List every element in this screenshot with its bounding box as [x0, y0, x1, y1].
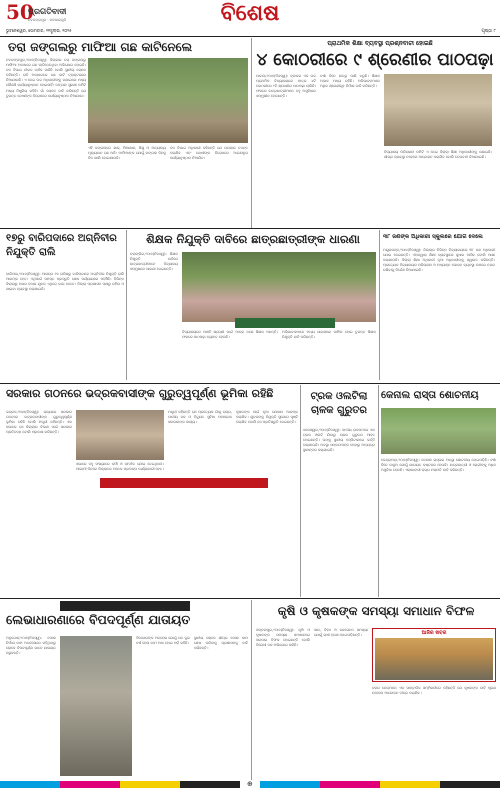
dateline: ଭୁବନେଶ୍ୱର, ସୋମବାର, ୨୧ଜୁଲାଇ, ୨୦୨୫ — [6, 28, 72, 33]
article-teacher-col2: ବିଦ୍ୟାଳୟରେ ପାଞ୍ଚଟି ଶ୍ରେଣୀ ପାଇଁ ମାତ୍ର ଜଣେ ଶିକ୍ଷକ ଅଛନ୍ତି। ଫଳରେ ପାଠପଢ଼ା ବ୍ୟାହତ ହେଉଛି। — [182, 330, 278, 340]
divider-v1 — [251, 38, 252, 228]
headline-farmers: କୃଷି ଓ କୃଷକଙ୍କ ସମସ୍ୟା ସମାଧାନ ବିଫଳ — [277, 604, 475, 618]
bridge-photo — [60, 636, 132, 776]
canal-photo — [381, 408, 496, 454]
farmers-box — [372, 628, 496, 682]
article-forest-col2: ଏହି ଜଙ୍ଗଲରେ ଶାଳ, ପିଆଶାଳ, ଶିଶୁ ଓ ଅନ୍ୟାନ୍ୟ ମୂଲ୍ୟବାନ ଗଛ ଅଛି। ମାଫିଆଙ୍କ ଯୋଗୁଁ ଜଙ୍ଗଲ ଦିନକୁ ଦିନ ଖାଲି ହୋଇଯାଉଛି। — [88, 146, 166, 161]
article-farmers-col2: ସାର, ବିହନ ଓ ଜଳସେଚନ ସମସ୍ୟା ଯୋଗୁଁ ଚାଷୀ ହତାଶ ହୋଇପଡ଼ିଛନ୍ତି। — [314, 628, 368, 638]
logo-subtitle: ନବରଙ୍ଗପୁର · ଜଳପାଇଗୁଡି — [28, 18, 66, 22]
article-farmers-col1: ସମ୍ବଲପୁର,୨୦ା୭(ନିଜସ୍ୱ): କୃଷି ଓ କୃଷକଙ୍କ ସମସ୍ୟା ସମାଧାନରେ ସରକାର ବିଫଳ ହୋଇଛନ୍ତି ବୋଲି ବିରୋଧୀ ଦଳ ଅଭିଯୋଗ କରିଛି। — [256, 628, 310, 648]
page-number: ପୃଷ୍ଠା ୮ — [481, 29, 496, 34]
divider-v3 — [379, 230, 380, 380]
article-truck: ଜଳେଶ୍ୱର,୨୦ା୭(ନିଜସ୍ୱ): ଜାତୀୟ ରାଜପଥରେ ଏକ ଟ୍ରକ ଓଲଟି ଯିବାରୁ ଚାଳକ ଗୁରୁତର ଆହତ ହୋଇଛନ୍ତି। ତାଙ୍କୁ ସ୍ଥାନୀୟ ହସ୍ପିଟାଲରେ ଭର୍ତ୍ତି କରାଯାଇଛି। ଅବସ୍ଥା ସଙ୍କଟାପନ୍ନ ହେବାରୁ ଅନ୍ୟତ୍ର ସ୍ଥାନାନ୍ତର କରାଯାଇଛି। — [303, 428, 375, 453]
article-farmers-col3: ଦଳର ନେତାମାନେ ଏକ ସାମ୍ବାଦିକ ସମ୍ମିଳନୀରେ କହିଛନ୍ତି ଯେ କୃଷକଙ୍କ ଦାବି ପୂରଣ ନହେଲେ ଆନ୍ଦୋଳନ ତୀବ୍ର କରାଯିବ। — [372, 686, 496, 696]
article-forest-col1: ନବରଙ୍ଗପୁର,୨୦ା୭(ନିଜସ୍ୱ): ଜିଲ୍ଲାର ତରା ଜଙ୍ଗଲରୁ ମାଫିଆ ଅବାଧରେ ଗଛ କାଟିନେଉଥିବା ଅଭିଯୋଗ ହୋଇଛି। ବନ ବିଭାଗ ନୀରବ ଦର୍ଶକ ସାଜିଛି ବୋଲି ସ୍ଥାନୀୟ ଲୋକେ କହିଛନ୍ତି। ରାତି ଅନ୍ଧାରରେ ଗଛ କାଟି ଟ୍ରାକ୍ଟରରେ ନିଆଯାଉଛି। ଏ ନେଇ ଉଚ୍ଚ ଅଧିକାରୀଙ୍କୁ ଜଣାଇଲେ ମଧ୍ୟ କୌଣସି କାର୍ଯ୍ୟାନୁଷ୍ଠାନ ହୋଇନାହିଁ। ଜଙ୍ଗଲ ସୁରକ୍ଷା କମିଟି ମଧ୍ୟ ନିଷ୍କ୍ରିୟ ରହିଛି। ଗାଁ ଲୋକେ ଦାବି କରିଛନ୍ତି ଯେ ତୁରନ୍ତ ଦୋଷୀଙ୍କ ବିରୋଧରେ କାର୍ଯ୍ୟାନୁଷ୍ଠାନ ନିଆଯାଉ। — [6, 58, 86, 98]
farmers-photo — [375, 638, 493, 680]
article-school-col3: ବିଦ୍ୟାଳୟ ପରିଚାଳନା କମିଟି ଏ ନେଇ ଜିଲ୍ଲା ଶିକ୍ଷା ଅଧିକାରୀଙ୍କୁ ଜଣାଇଛି। ଶୀଘ୍ର ବ୍ୟବସ୍ଥା ନହେଲେ ଆନ୍ଦୋଳନ କରାଯିବ ବୋଲି ଚେତାବନୀ ଦିଆଯାଇଛି। — [384, 150, 492, 160]
article-bhadrak-col3: ମନ୍ତ୍ରୀ କହିଛନ୍ତି ଯେ ପ୍ରତ୍ୟେକ ଗାଁକୁ ରାସ୍ତା, ପାନୀୟ ଜଳ ଓ ବିଦ୍ୟୁତ ସୁବିଧା ପହଞ୍ଚାଇବା ସରକାରଙ୍କ ଲକ୍ଷ୍ୟ। — [168, 410, 232, 425]
article-bhadrak-col2: ସଭାରେ ବହୁ ସଂଖ୍ୟାରେ କର୍ମୀ ଓ ସମର୍ଥକ ଯୋଗ ଦେଇଥିଲେ। ଆଗାମୀ ଦିନରେ ଜିଲ୍ଲାରେ ଅନେକ ପ୍ରକଳ୍ପ କାର୍ଯ୍ୟକାରୀ ହେବ। — [76, 462, 164, 472]
rule-row2 — [0, 383, 500, 384]
article-teacher-col1: ବଲାଙ୍ଗିର,୨୦ା୭(ନିଜସ୍ୱ): ଶିକ୍ଷକ ନିଯୁକ୍ତି ଦାବିରେ ଛାତ୍ରଛାତ୍ରୀମାନେ ବିଦ୍ୟାଳୟ ସମ୍ମୁଖରେ ଧାରଣା ଦେଇଛନ୍ତି। — [130, 252, 178, 272]
article-school-col2: ବର୍ଷା ଦିନେ ଛାତରୁ ପାଣି ଝରୁଛି। ଶିକ୍ଷକ ଅଭାବ ମଧ୍ୟ ରହିଛି। ଅଭିଭାବକମାନେ ଅଧିକ ଶ୍ରେଣୀଗୃହ ନିର୍ମାଣ ଦାବି କରିଛନ୍ତି। — [320, 74, 380, 89]
logo — [6, 3, 66, 25]
teacher-photo — [182, 252, 376, 322]
bhadrak-photo — [76, 410, 164, 460]
headline-officers: ୩୮ ଜଣଙ୍କ ଅଧିକାରୀ ସ୍କୁଲରେ ଯୋଗ ଦେଲେ — [383, 234, 483, 240]
logo-number: 50 — [6, 3, 34, 24]
rule-row1 — [0, 228, 500, 229]
divider-v4 — [300, 385, 301, 597]
article-teacher-col3: ଅଭିଭାବକମାନେ ମଧ୍ୟ ଧାରଣାରେ ସାମିଲ ହୋଇ ତୁରନ୍ତ ଶିକ୍ଷକ ନିଯୁକ୍ତି ଦାବି କରିଛନ୍ତି। — [282, 330, 376, 340]
bridge-kicker — [60, 601, 190, 611]
logo-text: ପ୍ରଗତିବାଦୀ — [28, 7, 66, 16]
article-forest-col3: ବନ ବିଭାଗ ଅଧିକାରୀ କହିଛନ୍ତି ଯେ ଘଟଣାର ତଦନ୍ତ କରାଯିବ ଏବଂ ଦୋଷୀଙ୍କ ବିରୋଧରେ ଆଇନାନୁଗ କାର୍ଯ୍ୟାନୁଷ୍ଠାନ ନିଆଯିବ। — [170, 146, 248, 161]
registration-mark-icon: ⊕ — [247, 780, 253, 788]
article-bridge-col3: ସ୍ଥାନୀୟ ଲୋକେ ଶୀଘ୍ର ପୋଲ କାମ ଶେଷ କରିବାକୁ ପ୍ରଶାସନକୁ ଦାବି କରିଛନ୍ତି। — [194, 636, 248, 651]
school-photo — [384, 74, 492, 146]
teacher-caption — [235, 318, 335, 328]
headline-bhadrak: ସରକାର ଗଠନରେ ଭଦ୍ରକବାସୀଙ୍କ ଗୁରୁତ୍ୱପୂର୍ଣ୍ଣ ଭୂମିକା ରହିଛି — [6, 387, 274, 400]
rule-row3 — [0, 598, 500, 599]
article-bridge-col1: ଅନୁଗୋଳ,୨୦ା୭(ନିଜସ୍ୱ): ପୋଲ ନିର୍ମାଣ କାମ ଅବହେଳାରେ ରହିଥିବାରୁ ଲୋକେ ବିପଦପୂର୍ଣ୍ଣ ଭାବେ ଯାତାୟତ କରୁଛନ୍ତି। — [6, 636, 56, 656]
article-school-col1: ପାଟଣା,୨୦ା୭(ନିଜସ୍ୱ): ବ୍ଲକର ଏକ ଉଚ୍ଚ ପ୍ରାଥମିକ ବିଦ୍ୟାଳୟରେ ମାତ୍ର ୪ଟି କୋଠରୀରେ ୯ଟି ଶ୍ରେଣୀର ପାଠପଢ଼ା ଚାଲିଛି। ଫଳରେ ଛାତ୍ରଛାତ୍ରୀମାନେ ବହୁ ଅସୁବିଧାର ସମ୍ମୁଖୀନ ହେଉଛନ୍ତି। — [256, 74, 316, 99]
article-agniveer: ବାରିପଦା,୨୦ା୭(ନିଜସ୍ୱ): ଆସନ୍ତା ୧୭ ତାରିଖରୁ ବାରିପଦାରେ ଅଗ୍ନିବୀର ନିଯୁକ୍ତି ରାଲି ଆରମ୍ଭ ହେବ। ଏଥିପାଇଁ ସମସ୍ତ ପ୍ରସ୍ତୁତି ଶେଷ ପର୍ଯ୍ୟାୟରେ ପହଞ୍ଚିଛି। ବିଭିନ୍ନ ଜିଲ୍ଲାରୁ ହଜାର ହଜାର ଯୁବକ ଏଥିରେ ଭାଗ ନେବେ। ଜିଲ୍ଲା ପ୍ରଶାସନ ପକ୍ଷରୁ ରହିବା ଓ ଖାଇବା ବ୍ୟବସ୍ଥା କରାଯାଇଛି। — [6, 272, 124, 292]
headline-canal: କେନାଲ ରାସ୍ତା ଶୋଚନୀୟ — [381, 390, 479, 401]
article-bhadrak-col4: କୃଷକଙ୍କ ପାଇଁ ନୂଆ ଯୋଜନା ଆରମ୍ଭ କରାଯିବ। ଯୁବକଙ୍କୁ ନିଯୁକ୍ତି ସୁଯୋଗ ସୃଷ୍ଟି କରାଯିବ ବୋଲି ସେ ପ୍ରତିଶ୍ରୁତି ଦେଇଛନ୍ତି। — [236, 410, 298, 425]
article-bhadrak-col1: ଭଦ୍ରକ,୨୦ା୭(ନିଜସ୍ୱ): ରାଜ୍ୟରେ ସରକାର ଗଠନରେ ଭଦ୍ରକବାସୀଙ୍କ ଗୁରୁତ୍ୱପୂର୍ଣ୍ଣ ଭୂମିକା ରହିଛି ବୋଲି ମନ୍ତ୍ରୀ କହିଛନ୍ତି। ଏକ ସଭାରେ ସେ ଜିଲ୍ଲାର ବିକାଶ ପାଇଁ ସରକାର ପ୍ରତିବଦ୍ଧ ବୋଲି ପ୍ରକାଶ କରିଛନ୍ତି। — [6, 410, 72, 435]
article-bridge-col2: ଠିକାଦାରଙ୍କ ଅବହେଳା ଯୋଗୁଁ ଗତ ଦୁଇ ବର୍ଷ ହେଲା କାମ ଅଧା ହୋଇ ପଡ଼ି ରହିଛି। — [136, 636, 190, 646]
article-canal: କେନ୍ଦ୍ରାପଡ଼ା,୨୦ା୭(ନିଜସ୍ୱ): କେନାଲ ରାସ୍ତାର ଅବସ୍ଥା ଶୋଚନୀୟ ହୋଇପଡ଼ିଛି। ବର୍ଷା ଦିନେ କାଦୁଅ ଯୋଗୁଁ ଯାତାୟତ କଷ୍ଟକର ହେଉଛି। ଛାତ୍ରଛାତ୍ରୀ ଓ ରୋଗୀଙ୍କୁ ଅଧିକ ଅସୁବିଧା ହେଉଛି। ଏଲାକାବାସୀ ରାସ୍ତା ମରାମତି ଦାବି କରିଛନ୍ତି। — [381, 458, 496, 473]
masthead-rule — [0, 36, 500, 37]
headline-forest: ତରା ଜଙ୍ଗଲରୁ ମାଫିଆ ଗଛ କାଟିନେଲେ — [8, 40, 193, 54]
divider-v6 — [251, 600, 252, 780]
farmers-box-title: ଆଜିର ଖବର — [421, 630, 447, 636]
section-title: ବିଶେଷ — [220, 1, 280, 26]
forest-photo — [88, 58, 248, 143]
headline-school-kicker: ପ୍ରାଥମିକ ଶିକ୍ଷା ବ୍ୟବସ୍ଥା ପ୍ରଶ୍ନବାଚୀ ହୋଇଛି — [327, 40, 433, 47]
headline-teacher: ଶିକ୍ଷକ ନିଯୁକ୍ତି ଦାବିରେ ଛାତ୍ରଛାତ୍ରୀଙ୍କ ଧାରଣା — [146, 232, 360, 246]
headline-truck: ଟ୍ରକ ଓଲଟିଲା ଚାଳକ ଗୁରୁତର — [310, 391, 368, 416]
divider-v2 — [126, 230, 127, 380]
article-officers: ମୟୂରଭଞ୍ଜ,୨୦ା୭(ନିଜସ୍ୱ): ଜିଲ୍ଲାର ବିଭିନ୍ନ ବିଦ୍ୟାଳୟରେ ୩୮ ଜଣ ଅଧିକାରୀ ଯୋଗ ଦେଇଛନ୍ତି। ଏହାଦ୍ୱାରା ଶିକ୍ଷା ବ୍ୟବସ୍ଥାରେ ସୁଧାର ଆସିବ ବୋଲି ଆଶା କରାଯାଉଛି। ଜିଲ୍ଲା ଶିକ୍ଷା ଅଧିକାରୀ ନୂଆ ଅଧିକାରୀଙ୍କୁ ସ୍ୱାଗତ କରିଛନ୍ତି। ପ୍ରତ୍ୟେକ ବିଦ୍ୟାଳୟର ପରିଚାଳନା ଓ ମଧ୍ୟାହ୍ନ ଭୋଜନ ବ୍ୟବସ୍ଥା ଉପରେ ନଜର ରଖିବାକୁ ନିର୍ଦ୍ଦେଶ ଦିଆଯାଇଛି। — [383, 248, 495, 273]
headline-bridge: ଲେଭାଧାରଣାରେ ବିପଦପୂର୍ଣ୍ଣ ଯାତାୟତ — [6, 612, 191, 627]
headline-agniveer: ୧୭ରୁ ବାରିପଦାରେ ଅଗ୍ନିବୀର ନିଯୁକ୍ତି ରାଲି — [6, 233, 117, 258]
divider-v5 — [378, 385, 379, 597]
headline-school: ୪ କୋଠରୀରେ ୯ ଶ୍ରେଣୀର ପାଠପଢ଼ା — [256, 50, 494, 70]
